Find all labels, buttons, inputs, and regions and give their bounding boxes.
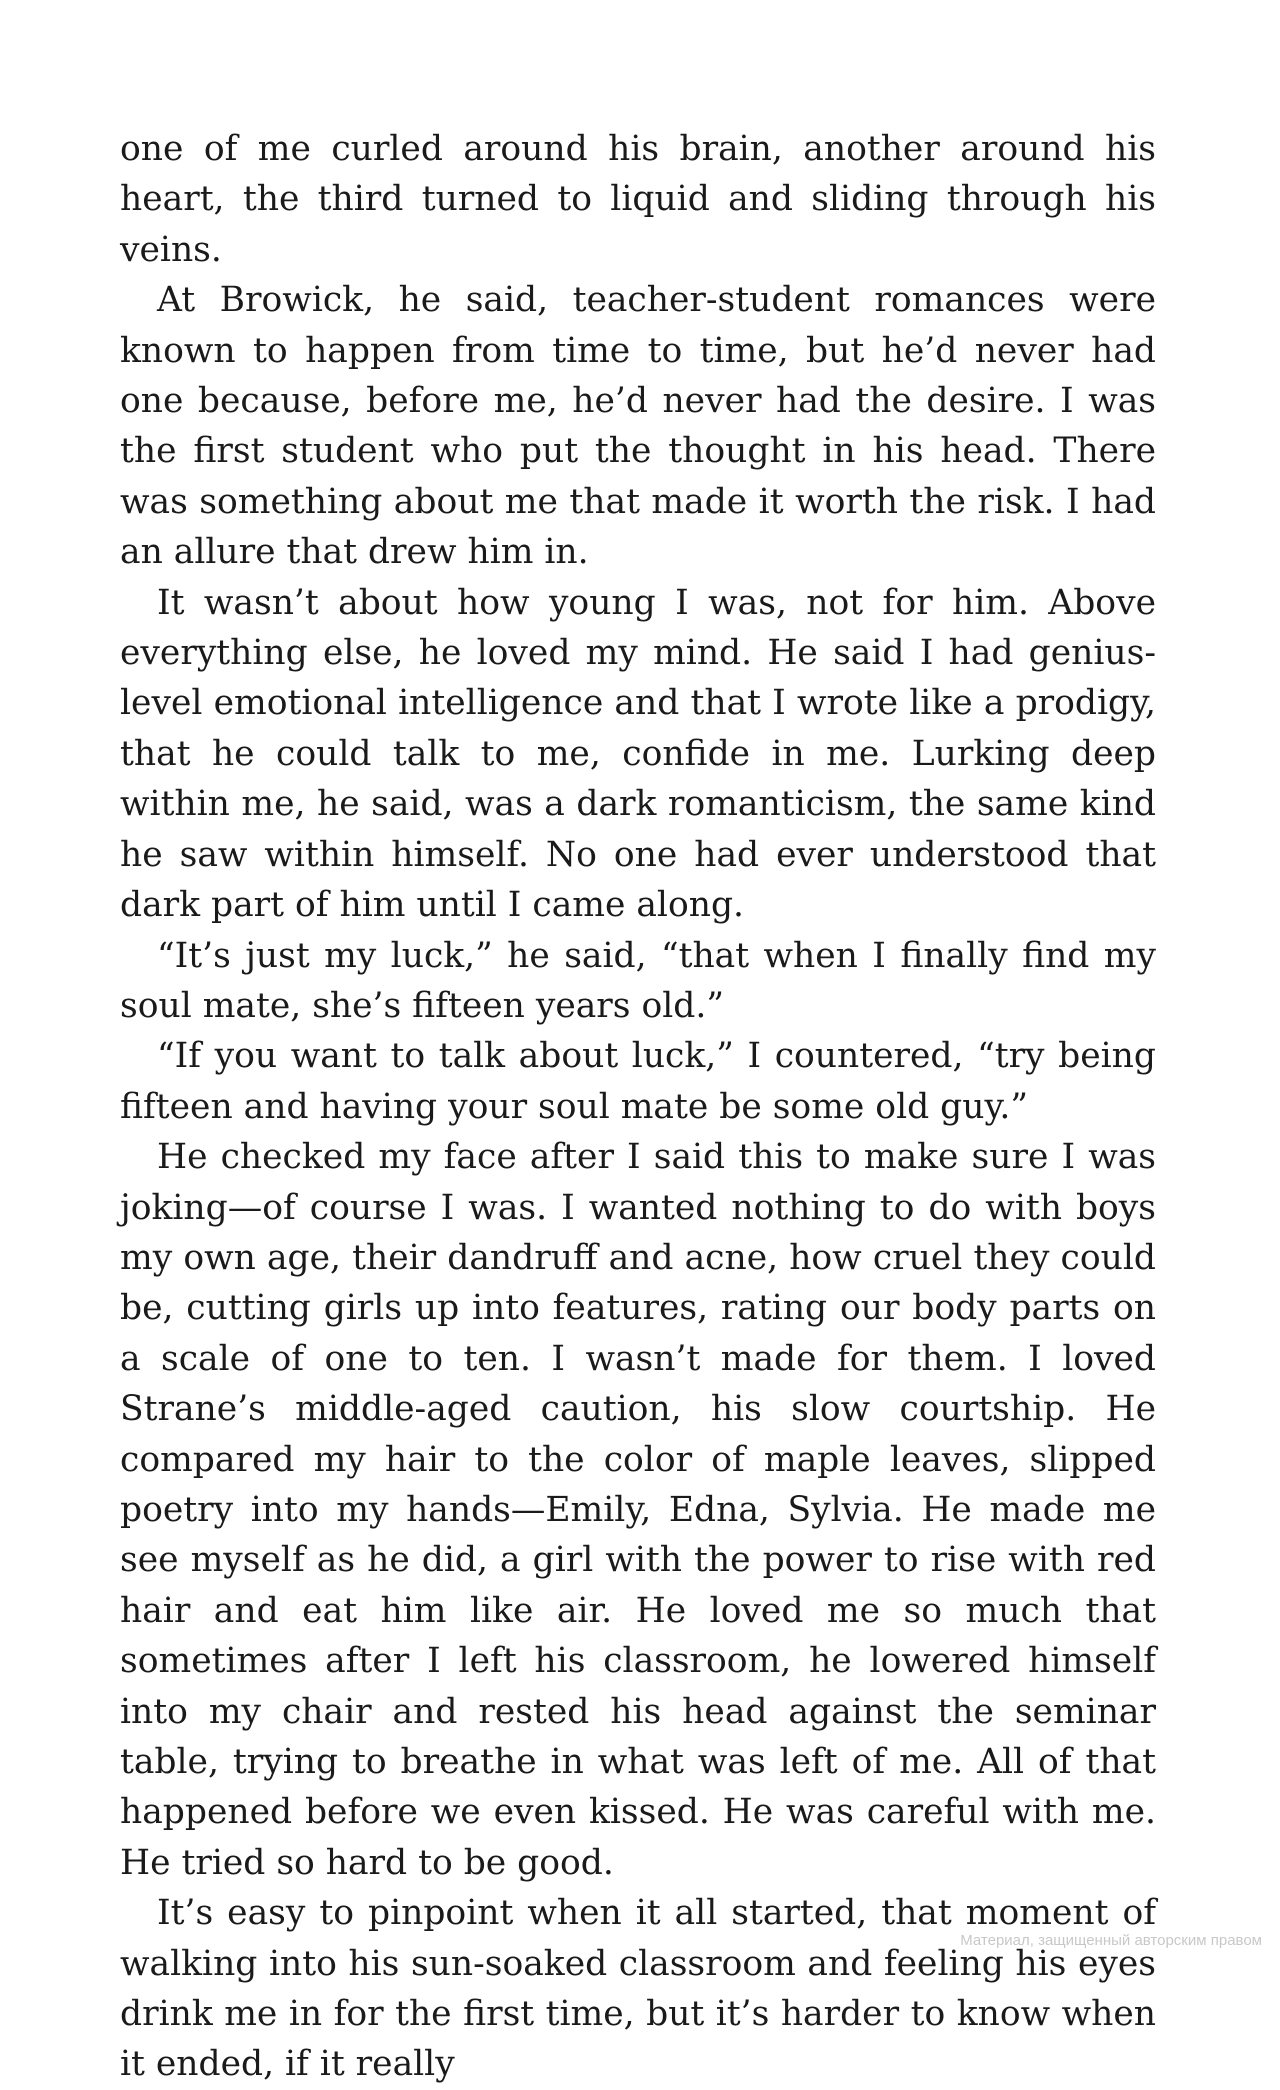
paragraph-dialogue: “It’s just my luck,” he said, “that when I finally find my soul mate, she’s fifteen years old.” <box>120 935 1156 1026</box>
paragraph: He checked my face after I said this to make sure I was joking—of course I was. I wanted nothing to do with boys my own age, their dandruff and acne, how cruel they could be, cutting girls up into features, rating our body parts on a scale of one to ten. I wasn’t made for them. I loved Strane’s middle-aged caution, his slow courtship. He compared my hair to the color of maple leaves, slipped poetry into my hands—Emily, Edna, Sylvia. He made me see myself as he did, a girl with the power to rise with red hair and eat him like air. He loved me so much that sometimes after I left his classroom, he lowered himself into my chair and rested his head against the seminar table, trying to breathe in what was left of me. All of that happened before we even kissed. He was careful with me. He tried so hard to be good. <box>120 1137 1156 1883</box>
copyright-watermark: Материал, защищенный авторским правом <box>960 1932 1262 1949</box>
paragraph: At Browick, he said, teacher-student romances were known to happen from time to time, but he’d never had one because, before me, he’d never had the desire. I was the first student who put the thought in his head. There was something about me that made it worth the risk. I had an allure that drew him in. <box>120 280 1156 573</box>
paragraph-dialogue: “If you want to talk about luck,” I countered, “try being fifteen and having your soul mate be some old guy.” <box>120 1036 1156 1127</box>
paragraph: It wasn’t about how young I was, not for him. Above everything else, he loved my mind. He said I had genius-level emotional intelligence and that I wrote like a prodigy, that he could talk to me, confide in me. Lurking deep within me, he said, was a dark romanticism, the same kind he saw within himself. No one had ever understood that dark part of him until I came along. <box>120 582 1156 926</box>
paragraph-continuation: one of me curled around his brain, another around his heart, the third turned to liquid and sliding through his veins. <box>120 129 1156 270</box>
body-text <box>120 124 1156 2090</box>
paragraph: It’s easy to pinpoint when it all started, that moment of walking into his sun-soaked classroom and feeling his eyes drink me in for the first time, but it’s harder to know when it ended, if it really <box>120 1893 1156 2085</box>
